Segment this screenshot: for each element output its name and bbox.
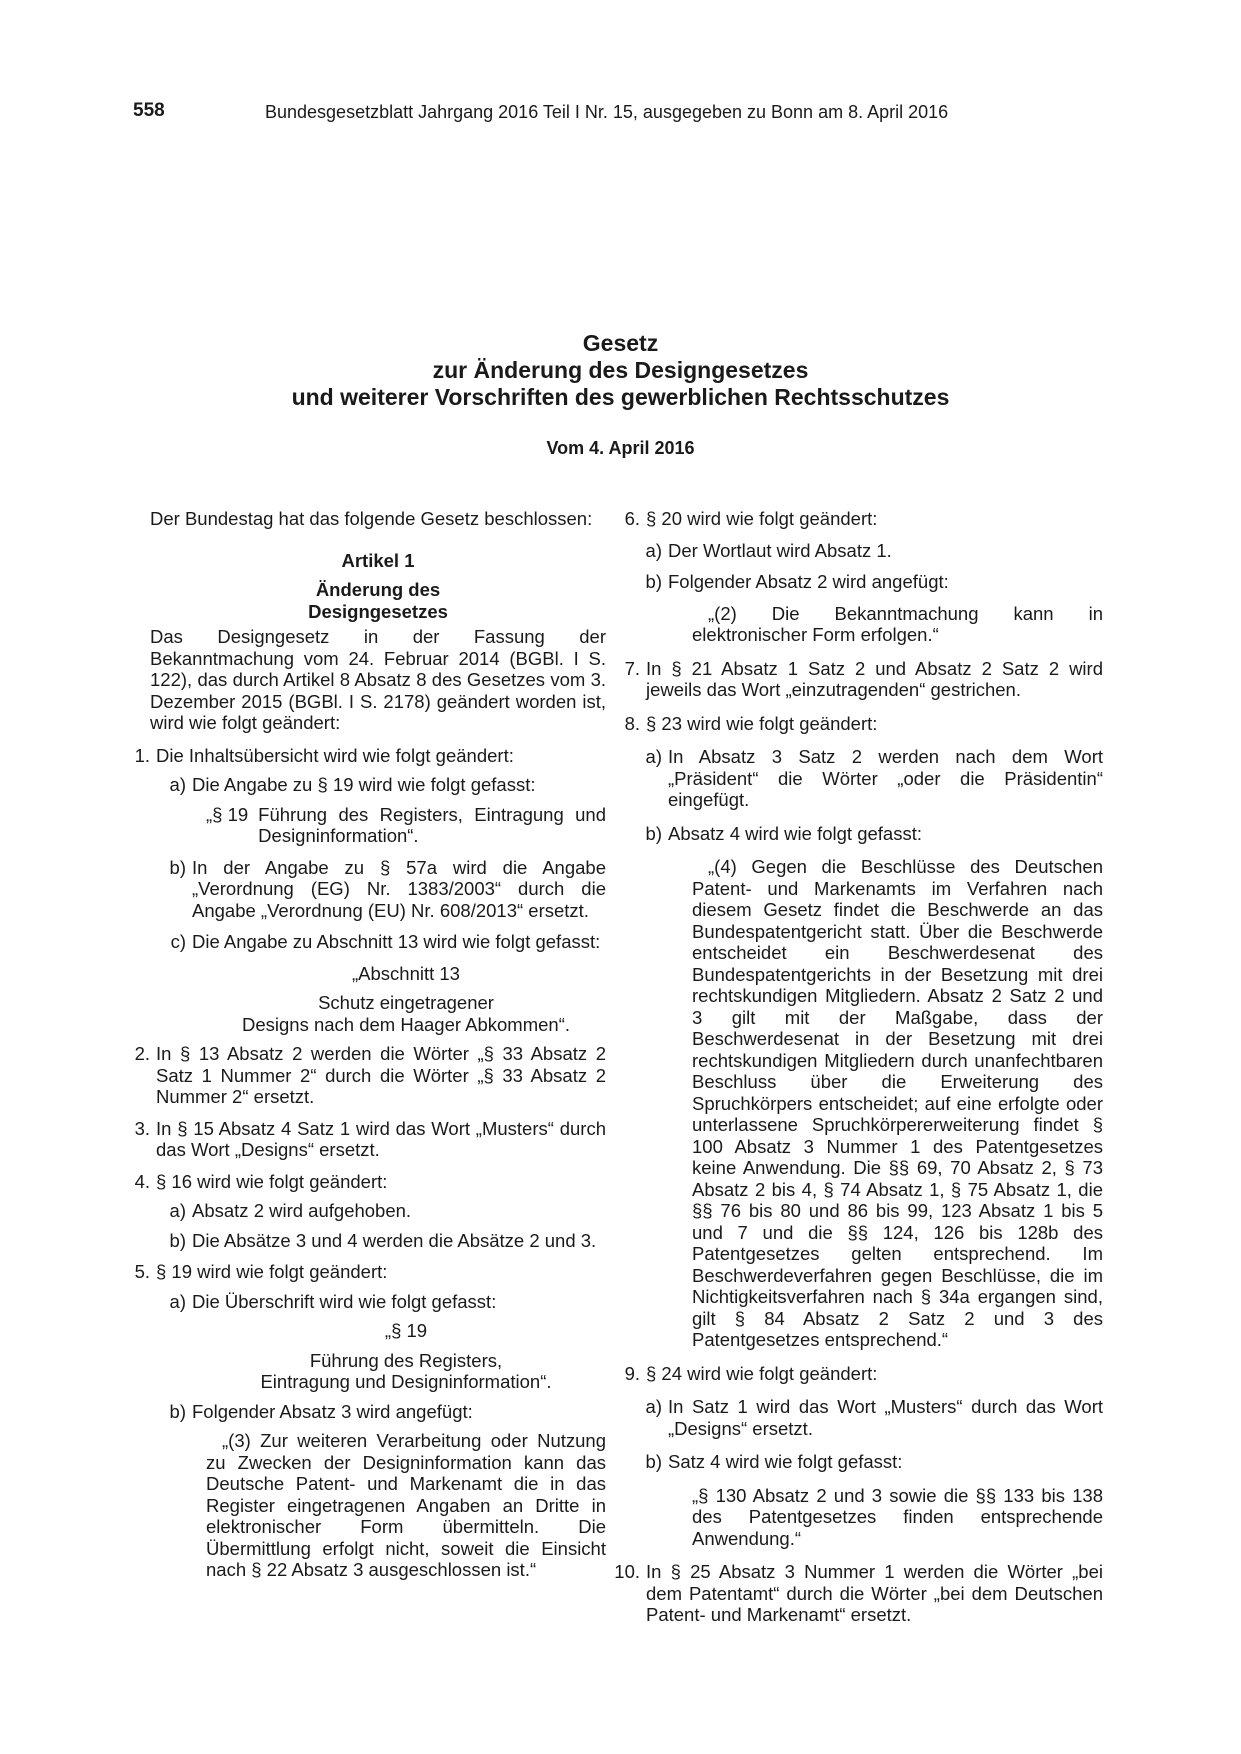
list-item-1b <box>164 857 606 922</box>
list-item-4b <box>164 1230 606 1252</box>
list-item-1 <box>122 745 606 767</box>
list-item-6b <box>640 571 1103 593</box>
left-column <box>134 508 606 1581</box>
item-text: Absatz 4 wird wie folgt gefasst: <box>668 822 922 844</box>
item-text: Der Wortlaut wird Absatz 1. <box>668 539 892 561</box>
page-number: 558 <box>133 100 165 121</box>
quote-line: Designs nach dem Haager Abkommen“. <box>241 1013 571 1035</box>
item-letter: a) <box>645 1396 662 1417</box>
article-preamble: Das Designgesetz in der Fassung der Bekanntmachung vom 24. Februar 2014 (BGBl. I S. 122), das durch Artikel 8 Absatz 8 des Gesetzes vom 3. Dezember 2015 (BGBl. I S. 2178) geändert worden ist, wird wie folgt geändert: <box>150 626 606 733</box>
item-number: 6. <box>624 508 640 529</box>
item-text: § 23 wird wie folgt geändert: <box>646 712 878 734</box>
item-text: Die Angabe zu § 19 wird wie folgt gefasst: <box>192 774 536 795</box>
quote-line: „§ 19 <box>384 1320 428 1341</box>
list-item-7 <box>602 658 1103 701</box>
item-letter: a) <box>169 1290 186 1312</box>
quote-key: „§ 19 <box>206 803 249 825</box>
item-letter: b) <box>169 856 186 878</box>
list-item-9a <box>640 1396 1103 1439</box>
item-letter: a) <box>169 774 186 795</box>
item-text: Folgender Absatz 2 wird angefügt: <box>668 571 949 592</box>
quoted-paragraph: „(3) Zur weiteren Verarbeitung oder Nutzung zu Zwecken der Designinformation kann das Deutsche Patent- und Markenamt die in das Register eingetragenen Angaben an Dritte in elektronischer Form übermitteln. Die Übermittlung erfolgt nicht, soweit die Einsicht nach § 22 Absatz 3 ausgeschlossen ist.“ <box>206 1430 606 1580</box>
item-text: In der Angabe zu § 57a wird die Angabe „Verordnung (EG) Nr. 1383/2003“ durch die Angabe „Verordnung (EU) Nr. 608/2013“ ersetzt. <box>192 856 606 921</box>
item-letter: b) <box>169 1229 186 1251</box>
item-letter: a) <box>169 1200 186 1221</box>
item-letter: b) <box>645 1451 662 1472</box>
list-item-5b <box>164 1401 606 1423</box>
item-text: Die Angabe zu Abschnitt 13 wird wie folgt gefasst: <box>192 931 601 952</box>
item-text: § 19 wird wie folgt geändert: <box>156 1261 388 1282</box>
article-heading: Artikel 1 <box>341 549 415 571</box>
list-item-5 <box>122 1261 606 1283</box>
article-title-line-2: Designgesetzes <box>308 600 448 622</box>
item-letter: a) <box>645 539 662 561</box>
law-title <box>0 330 1241 411</box>
item-number: 1. <box>134 744 150 766</box>
item-text: Die Inhaltsübersicht wird wie folgt geändert: <box>156 744 514 766</box>
list-item-8 <box>602 713 1103 735</box>
list-item-6 <box>602 508 1103 530</box>
item-letter: b) <box>645 822 662 844</box>
item-text: Die Absätze 3 und 4 werden die Absätze 2 und 3. <box>192 1229 597 1251</box>
running-head: Bundesgesetzblatt Jahrgang 2016 Teil I Nr. 15, ausgegeben zu Bonn am 8. April 2016 <box>265 102 949 122</box>
item-number: 4. <box>134 1170 150 1192</box>
item-text: In § 13 Absatz 2 werden die Wörter „§ 33 Absatz 2 Satz 1 Nummer 2“ durch die Wörter „§ 33 Absatz 2 Nummer 2“ ersetzt. <box>156 1043 606 1107</box>
title-line-2: zur Änderung des Designgesetzes <box>432 357 809 383</box>
item-number: 5. <box>134 1261 150 1282</box>
title-line-1: Gesetz <box>582 330 659 356</box>
enactment-clause: Der Bundestag hat das folgende Gesetz beschlossen: <box>150 508 593 529</box>
item-text: In § 15 Absatz 4 Satz 1 wird das Wort „Musters“ durch das Wort „Designs“ ersetzt. <box>156 1117 606 1160</box>
quote-line: Schutz eingetragener <box>318 992 494 1013</box>
item-text: In § 21 Absatz 1 Satz 2 und Absatz 2 Satz 2 wird jeweils das Wort „einzutragenden“ gestrichen. <box>646 657 1103 700</box>
list-item-2 <box>122 1043 606 1108</box>
list-item-4a <box>164 1200 606 1222</box>
title-line-3: und weiterer Vorschriften des gewerblichen Rechtsschutzes <box>291 384 950 410</box>
item-number: 2. <box>134 1043 150 1064</box>
quote-line: Eintragung und Designinformation“. <box>260 1371 552 1392</box>
item-text: In Satz 1 wird das Wort „Musters“ durch das Wort „Designs“ ersetzt. <box>668 1396 1103 1439</box>
list-item-8b <box>640 823 1103 845</box>
item-number: 8. <box>624 712 640 734</box>
list-item-5a <box>164 1291 606 1313</box>
item-letter: c) <box>170 931 186 952</box>
list-item-1c <box>164 931 606 953</box>
item-text: § 16 wird wie folgt geändert: <box>156 1170 388 1192</box>
item-number: 3. <box>134 1117 150 1139</box>
item-number: 7. <box>624 657 640 679</box>
item-number: 10. <box>614 1561 640 1582</box>
list-item-9 <box>602 1363 1103 1385</box>
list-item-6a <box>640 540 1103 562</box>
item-text: Folgender Absatz 3 wird angefügt: <box>192 1400 473 1422</box>
quote-line: Führung des Registers, <box>309 1349 503 1371</box>
quote-text: Führung des Registers, Eintragung und Designinformation“. <box>258 803 606 846</box>
list-item-8a <box>640 746 1103 811</box>
list-item-9b <box>640 1451 1103 1473</box>
item-letter: b) <box>645 571 662 592</box>
item-text: § 24 wird wie folgt geändert: <box>646 1362 878 1384</box>
item-letter: a) <box>645 746 662 767</box>
quoted-paragraph: „(2) Die Bekanntmachung kann in elektronischer Form erfolgen.“ <box>692 602 1103 645</box>
quoted-heading-19 <box>206 804 606 847</box>
list-item-1a <box>164 774 606 796</box>
item-text: In § 25 Absatz 3 Nummer 1 werden die Wörter „bei dem Patentamt“ durch die Wörter „bei dem Deutschen Patent- und Markenamt“ ersetzt. <box>646 1561 1103 1625</box>
item-text: Satz 4 wird wie folgt gefasst: <box>668 1451 903 1472</box>
item-text: Absatz 2 wird aufgehoben. <box>192 1200 412 1221</box>
item-text: In Absatz 3 Satz 2 werden nach dem Wort „Präsident“ die Wörter „oder die Präsidentin“ eingefügt. <box>668 746 1103 810</box>
list-item-10 <box>602 1561 1103 1626</box>
article-title-line-1: Änderung des <box>315 579 441 600</box>
law-date: Vom 4. April 2016 <box>546 438 695 458</box>
quote-line: „Abschnitt 13 <box>352 962 460 984</box>
item-letter: b) <box>169 1400 186 1422</box>
item-text: § 20 wird wie folgt geändert: <box>646 508 878 529</box>
item-number: 9. <box>624 1362 640 1384</box>
item-text: Die Überschrift wird wie folgt gefasst: <box>192 1290 497 1312</box>
right-column <box>614 508 1103 1626</box>
list-item-4 <box>122 1171 606 1193</box>
quoted-paragraph: „(4) Gegen die Beschlüsse des Deutschen Patent- und Markenamts im Verfahren nach diesem Gesetz findet die Beschwerde an das Bundespatentgericht statt. Über die Beschwerde entscheidet ein Beschwerdesenat des Bundespatentgerichts in der Besetzung mit drei rechtskundigen Mitgliedern. Absatz 2 Satz 2 und 3 gilt mit der Maßgabe, dass der Beschwerdesenat in der Besetzung mit drei rechtskundigen Mitgliedern durch unanfechtbaren Beschluss über die Erweiterung des Spruchkörpers entscheidet; auf eine erfolgte oder unterlassene Spruchkörpererweiterung findet § 100 Absatz 3 Nummer 1 des Patentgesetzes keine Anwendung. Die §§ 69, 70 Absatz 2, § 73 Absatz 2 bis 4, § 74 Absatz 1, § 75 Absatz 1, die §§ 76 bis 80 und 86 bis 99, 123 Absatz 1 bis 5 und 7 und die §§ 124, 126 bis 128b des Patentgesetzes gelten entsprechend. Im Beschwerdeverfahren gegen Beschlüsse, die im Nichtigkeitsverfahren nach § 34a ergangen sind, gilt § 84 Absatz 2 Satz 2 und 3 des Patentgesetzes entsprechend.“ <box>692 856 1103 1350</box>
list-item-3 <box>122 1118 606 1161</box>
quoted-paragraph: „§ 130 Absatz 2 und 3 sowie die §§ 133 bis 138 des Patentgesetzes finden entsprechende Anwendung.“ <box>692 1484 1103 1549</box>
